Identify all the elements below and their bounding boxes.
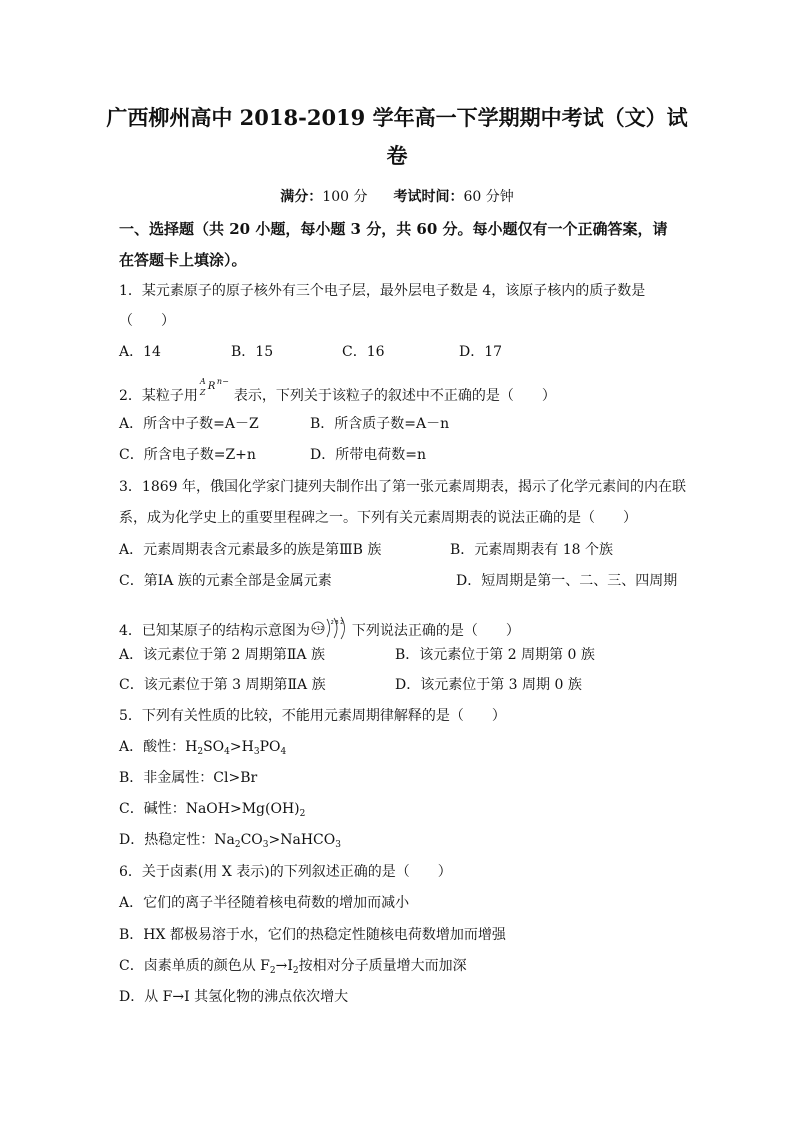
q2-stem-after: 表示，下列关于该粒子的叙述中不正确的是（ ） [233, 388, 556, 404]
q2-option-a: A．所含中子数=A－Z [119, 416, 259, 432]
q6-option-c: C．卤素单质的颜色从 $F_2\to I_2$按相对分子质量增大而加深 [119, 958, 467, 976]
q2-stem-before: 2．某粒子用 [119, 388, 198, 404]
q1-stem-line2: （ ） [119, 313, 175, 329]
q1-option-c: C．16 [342, 344, 385, 360]
q2-option-d: D．所带电荷数=n [310, 447, 426, 463]
q5-option-d: D．热稳定性：$Na_2CO_3>NaHCO_3$ [119, 832, 341, 850]
q4-option-c: C．该元素位于第 3 周期第ⅡA 族 [119, 677, 326, 693]
q3-option-b: B．元素周期表有 18 个族 [450, 542, 614, 558]
time-label: 考试时间： [393, 189, 464, 205]
q5-stem: 5．下列有关性质的比较，不能用元素周期律解释的是（ ） [119, 708, 506, 724]
q6-option-d: D．从 F→I 其氢化物的沸点依次增大 [119, 989, 349, 1005]
q1-option-b: B．15 [231, 344, 274, 360]
nuclide-atomic-number: Z [199, 388, 206, 397]
q6-option-b: B．HX 都极易溶于水，它们的热稳定性随核电荷数增加而增强 [119, 927, 506, 943]
q4-option-a: A．该元素位于第 2 周期第ⅡA 族 [119, 647, 325, 663]
atom-shell-electrons: 2 8 2 [330, 620, 344, 626]
q3-stem-line2: 系，成为化学史上的重要里程碑之一。下列有关元素周期表的说法正确的是（ ） [119, 510, 637, 526]
q3-option-d: D．短周期是第一、二、三、四周期 [456, 573, 678, 589]
q4-stem [119, 615, 520, 641]
q5-option-a: A．酸性：$H_2SO_4>H_3PO_4$ [119, 739, 287, 757]
atom-structure-diagram [310, 615, 352, 641]
q3-option-a: A．元素周期表含元素最多的族是第ⅢB 族 [119, 542, 382, 558]
q1-stem-line1: 1．某元素原子的原子核外有三个电子层，最外层电子数是 4，该原子核内的质子数是 [119, 283, 646, 299]
score-label: 满分： [280, 189, 323, 205]
nuclide-charge: n− [216, 377, 229, 386]
q1-option-a: A．14 [119, 344, 161, 360]
q3-stem-line1: 3．1869 年，俄国化学家门捷列夫制作出了第一张元素周期表，揭示了化学元素间的内在联 [119, 479, 686, 495]
q4-stem-before: 4．已知某原子的结构示意图为 [119, 623, 310, 639]
exam-title-line1: 广西柳州高中 2018-2019 学年高一下学期期中考试（文）试 [106, 105, 688, 130]
nuclide-element: R [207, 381, 216, 392]
atom-nucleus: +12 [312, 626, 324, 632]
section-heading: 一、选择题（共 20 小题，每小题 3 分，共 60 分。每小题仅有一个正确答案，请在答题卡上填涂）。 [119, 220, 668, 269]
exam-meta [0, 186, 794, 206]
q4-option-d: D．该元素位于第 3 周期 0 族 [395, 677, 582, 693]
q3-option-c: C．第ⅠA 族的元素全部是金属元素 [119, 573, 332, 589]
nuclide-mass-number: A [199, 377, 206, 386]
q6-option-a: A．它们的离子半径随着核电荷数的增加而减小 [119, 895, 410, 911]
q4-stem-after: 下列说法正确的是（ ） [351, 623, 520, 639]
nuclide-symbol [198, 377, 234, 402]
q4-option-b: B．该元素位于第 2 周期第 0 族 [395, 647, 595, 663]
q2-stem [119, 377, 556, 406]
q2-option-c: C．所含电子数=Z+n [119, 447, 256, 463]
q1-option-d: D．17 [459, 344, 503, 360]
q5-option-c: C．碱性：$NaOH>Mg(OH)_2$ [119, 801, 306, 819]
time-value: 60 分钟 [463, 189, 514, 205]
exam-title-line2: 卷 [386, 143, 408, 168]
q2-option-b: B．所含质子数=A－n [310, 416, 450, 432]
q6-stem: 6．关于卤素(用 X 表示)的下列叙述正确的是（ ） [119, 864, 452, 880]
q5-option-b: B．非金属性：Cl>Br [119, 770, 258, 786]
score-value: 100 分 [322, 189, 368, 205]
